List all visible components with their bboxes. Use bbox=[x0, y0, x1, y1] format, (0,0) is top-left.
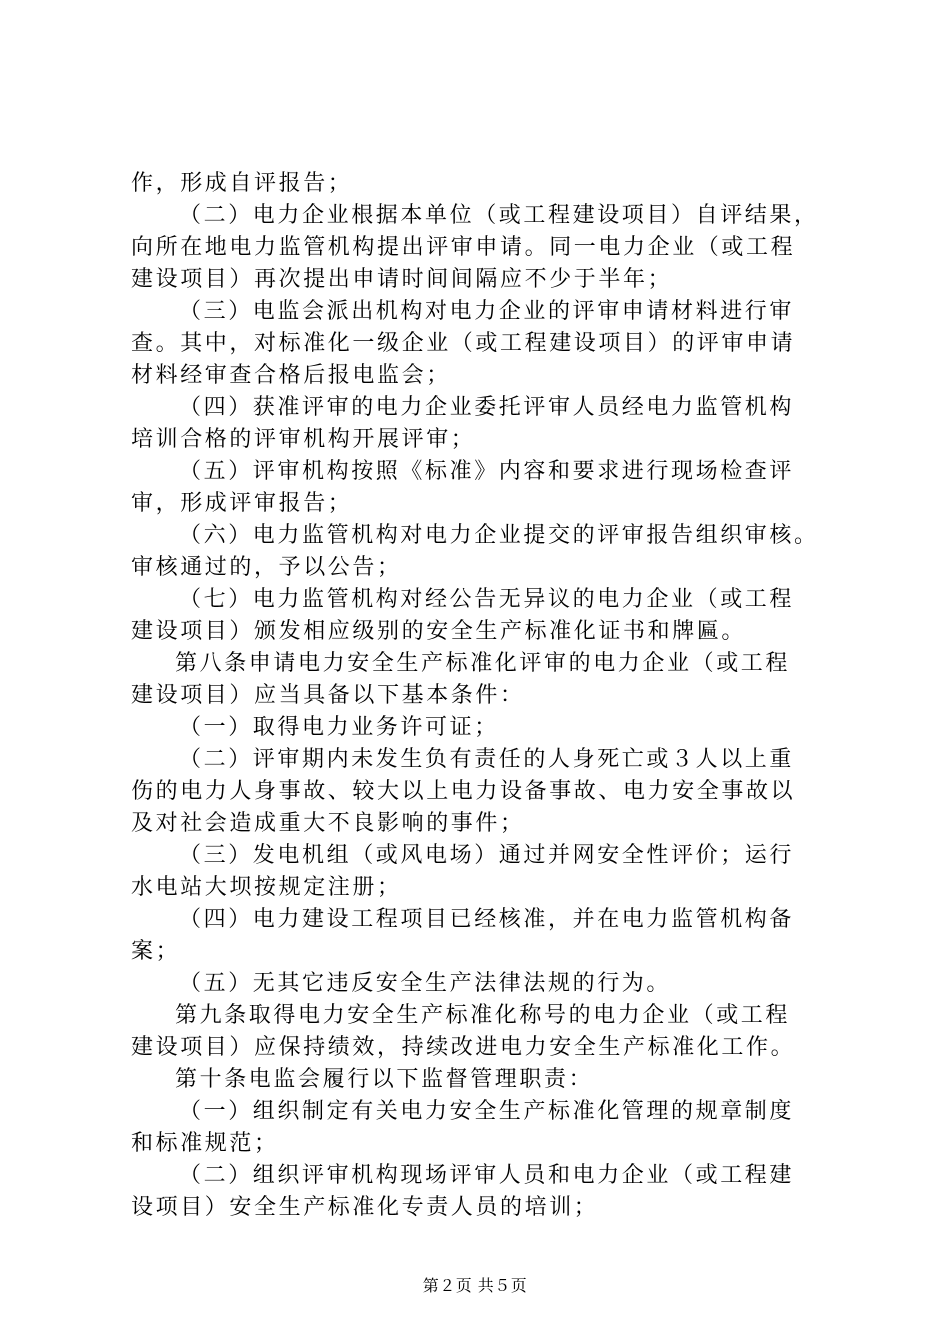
text-line: （七）电力监管机构对经公告无异议的电力企业（或工程 bbox=[179, 587, 795, 612]
text-line: 审核通过的，予以公告； bbox=[131, 555, 402, 580]
text-line: 查。其中，对标准化一级企业（或工程建设项目）的评审申请 bbox=[131, 331, 796, 356]
text-line: （二）组织评审机构现场评审人员和电力企业（或工程建 bbox=[179, 1163, 795, 1188]
text-line: 培训合格的评审机构开展评审； bbox=[131, 427, 476, 452]
text-line: 第九条取得电力安全生产标准化称号的电力企业（或工程 bbox=[175, 1003, 791, 1028]
text-line: （一）组织制定有关电力安全生产标准化管理的规章制度 bbox=[179, 1099, 795, 1124]
page-number-footer: 第２页 共５页 bbox=[422, 1276, 528, 1295]
text-line: 案； bbox=[131, 939, 181, 964]
text-line: 及对社会造成重大不良影响的事件； bbox=[131, 811, 525, 836]
text-line: 建设项目）再次提出申请时间间隔应不少于半年； bbox=[131, 267, 673, 292]
text-line: （五）无其它违反安全生产法律法规的行为。 bbox=[179, 971, 672, 996]
text-line: 建设项目）应保持绩效，持续改进电力安全生产标准化工作。 bbox=[131, 1035, 796, 1060]
text-line: （二）电力企业根据本单位（或工程建设项目）自评结果， bbox=[179, 203, 819, 228]
text-line: 作，形成自评报告； bbox=[131, 171, 353, 196]
text-line: 和标准规范； bbox=[131, 1131, 279, 1156]
text-line: 设项目）安全生产标准化专责人员的培训； bbox=[131, 1195, 599, 1220]
text-line: 第十条电监会履行以下监督管理职责： bbox=[175, 1067, 594, 1092]
text-line: （一）取得电力业务许可证； bbox=[179, 715, 499, 740]
text-line: （五）评审机构按照《标准》内容和要求进行现场检查评 bbox=[179, 459, 795, 484]
text-line: 向所在地电力监管机构提出评审申请。同一电力企业（或工程 bbox=[131, 235, 796, 260]
text-line: 建设项目）颁发相应级别的安全生产标准化证书和牌匾。 bbox=[131, 619, 747, 644]
text-line: 材料经审查合格后报电监会； bbox=[131, 363, 451, 388]
text-line: （四）电力建设工程项目已经核准，并在电力监管机构备 bbox=[179, 907, 795, 932]
document-body bbox=[131, 168, 835, 1224]
text-line: （六）电力监管机构对电力企业提交的评审报告组织审核。 bbox=[179, 523, 819, 548]
text-line: 第八条申请电力安全生产标准化评审的电力企业（或工程 bbox=[175, 651, 791, 676]
text-line: 水电站大坝按规定注册； bbox=[131, 875, 402, 900]
text-line: 伤的电力人身事故、较大以上电力设备事故、电力安全事故以 bbox=[131, 779, 796, 804]
text-line: （三）电监会派出机构对电力企业的评审申请材料进行审 bbox=[179, 299, 795, 324]
text-line: （三）发电机组（或风电场）通过并网安全性评价；运行 bbox=[179, 843, 795, 868]
text-line: 建设项目）应当具备以下基本条件： bbox=[131, 683, 525, 708]
text-line: （二）评审期内未发生负有责任的人身死亡或３人以上重 bbox=[179, 747, 795, 772]
text-line: 审，形成评审报告； bbox=[131, 491, 353, 516]
text-line: （四）获准评审的电力企业委托评审人员经电力监管机构 bbox=[179, 395, 795, 420]
